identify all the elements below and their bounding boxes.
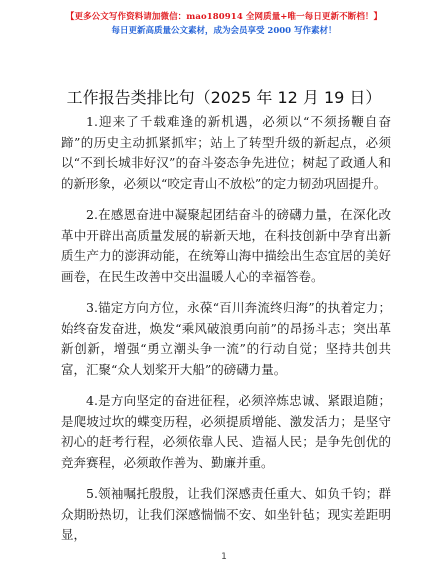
paragraph-2: 2.在感恩奋进中凝聚起团结奋斗的磅礴力量，在深化改革中开辟出高质量发展的崭新天地，在科技创新中孕育出新质生产力的澎湃动能，在统筹山海中描绘出生态宜居的美好画卷，在民生改善中交出温暖人心的幸福答卷。 xyxy=(61,207,391,284)
promo-banner xyxy=(0,10,448,36)
paragraph-3: 3.锚定方向方位，永葆“百川奔流终归海”的执着定力；始终奋发奋进，焕发“乘风破浪勇向前”的昂扬斗志；突出革新创新，增强“勇立潮头争一流”的行动自觉；坚持共创共富，汇聚“众人划桨开大船”的磅礴力量。 xyxy=(61,300,391,377)
paragraph-5: 5.领袖嘱托殷殷，让我们深感责任重大、如负千钧；群众期盼热切，让我们深感惴惴不安、如坐针毡；现实差距明显， xyxy=(61,486,391,542)
document-title: 工作报告类排比句（2025 年 12 月 19 日） xyxy=(66,88,382,107)
paragraph-1: 1.迎来了千载难逢的新机遇，必须以“不须扬鞭自奋蹄”的历史主动抓紧抓牢；站上了转型升级的新起点，必须以“不到长城非好汉”的奋斗姿态争先进位；树起了政通人和的新形象，必须以“咬定青山不放松”的定力韧劲巩固提升。 xyxy=(61,114,391,191)
page-number: 1 xyxy=(221,552,227,562)
document-body xyxy=(61,112,391,557)
promo-banner-line1: 【更多公文写作资料请加微信：mao180914 全网质量+唯一每日更新不断档！】 xyxy=(65,12,383,22)
promo-banner-line2: 每日更新高质量公文素材，成为会员享受 2000 写作素材！ xyxy=(111,26,337,36)
paragraph-4: 4.是方向坚定的奋进征程，必须淬炼忠诚、紧跟追随；是爬坡过坎的蝶变历程，必须提质增能、激发活力；是坚守初心的赶考行程，必须依靠人民、造福人民；是争先创优的竞奔赛程，必须敢作善为、勤廉并重。 xyxy=(61,393,391,470)
